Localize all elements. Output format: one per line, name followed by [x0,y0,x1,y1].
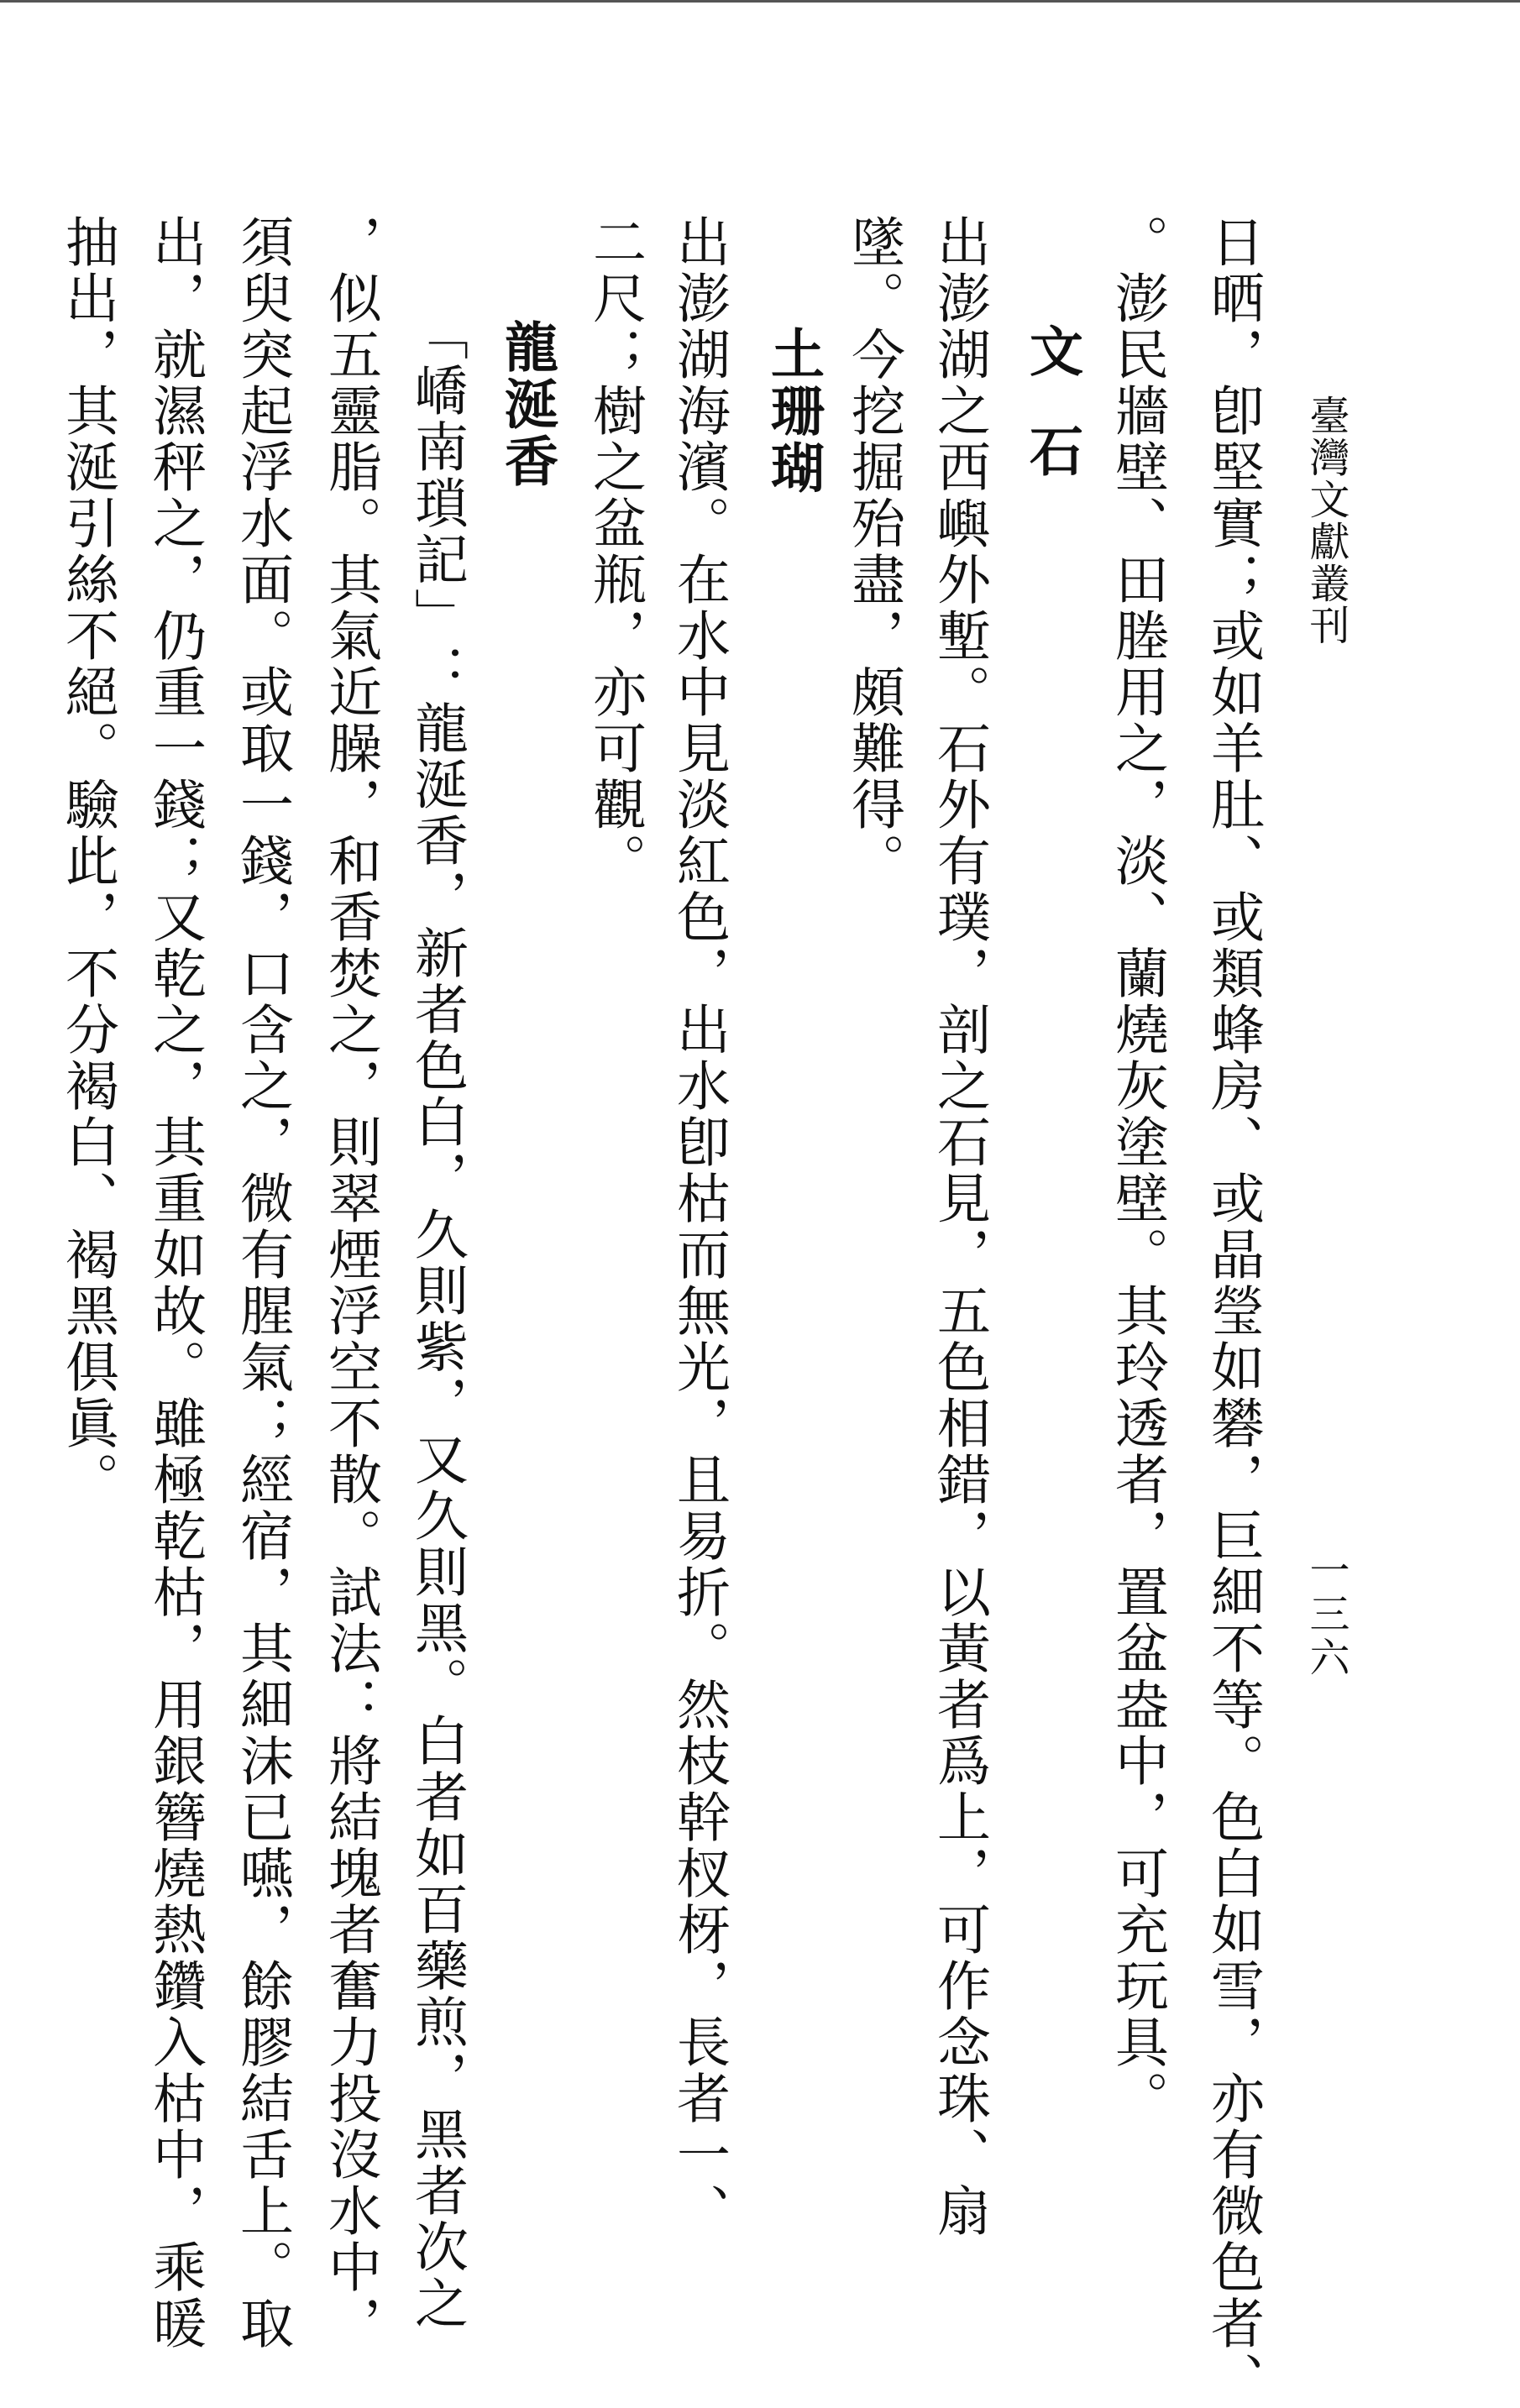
body-column-5: 出澎湖海濱。在水中見淡紅色，出水卽枯而無光，且易折。然枝幹杈枒，長者一、 [668,214,730,2239]
body-column-2: 。澎民牆壁、田塍用之，淡、蘭燒灰塗壁。其玲透者，置盆盎中，可充玩具。 [1106,214,1168,2127]
body-column-3: 出澎湖之西嶼外塹。石外有璞，剖之石見，五色相錯，以黃者爲上，可作念珠、扇 [928,214,990,2239]
section-heading-wenshi: 文石 [1020,323,1083,523]
section-heading-tushanhu: 土珊瑚 [762,326,825,497]
body-column-1: 日晒，卽堅實；或如羊肚、或類蜂房、或晶瑩如礬，巨細不等。色白如雪，亦有微色者、 [1202,214,1264,2408]
section-heading-longxianxiang: 龍涎香 [495,319,558,490]
running-head-title: 臺灣文獻叢刊 [1302,395,1350,646]
body-column-8: ，似五靈脂。其氣近臊，和香焚之，則翠煙浮空不散。試法：將結塊者奮力投沒水中， [319,214,381,2352]
body-column-11: 抽出，其涎引絲不絕。驗此，不分褐白、褐黑俱眞。 [56,214,118,1508]
body-column-4: 墜。今挖掘殆盡，頗難得。 [842,214,904,889]
top-border-line [0,0,1520,3]
body-column-6: 二尺；樹之盆瓶，亦可觀。 [584,214,646,889]
page-number: 一三六 [1302,1549,1350,1680]
body-column-7: 「嶠南瑣記」：龍涎香，新者色白，久則紫，又久則黑。白者如百藥煎，黑者次之 [406,306,468,2332]
body-column-9: 須臾突起浮水面。或取一錢，口含之，微有腥氣；經宿，其細沫已嚥，餘膠結舌上。取 [231,214,293,2352]
body-column-10: 出，就濕秤之，仍重一錢；又乾之，其重如故。雖極乾枯，用銀簪燒熱鑽入枯中，乘暖 [144,214,206,2352]
